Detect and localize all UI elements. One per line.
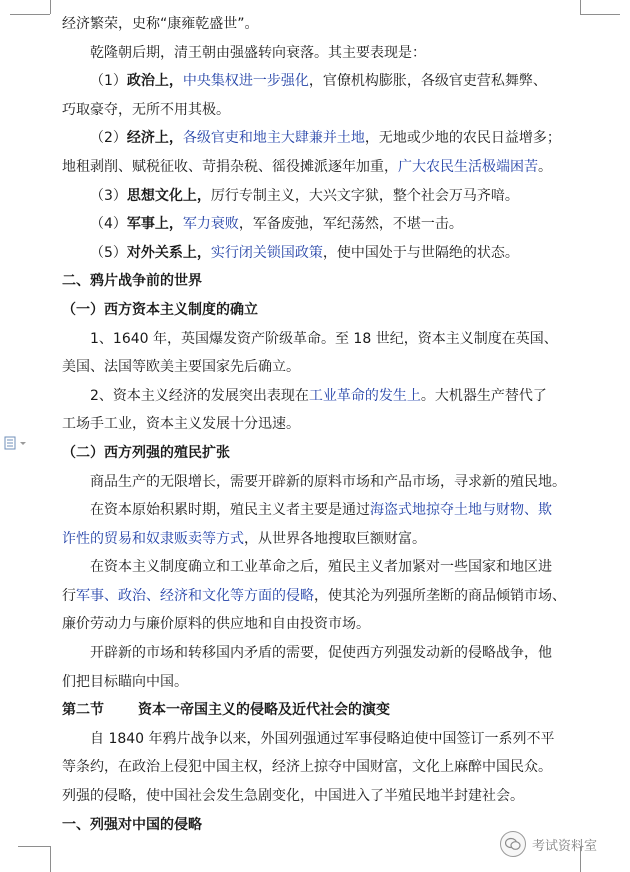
text-run: 行	[62, 587, 76, 604]
crop-mark-top-right-v	[580, 0, 581, 14]
text-line	[62, 96, 572, 125]
watermark	[500, 828, 630, 860]
text-run: ，使中国处于与世隔绝的状态。	[322, 244, 519, 261]
text-line	[62, 782, 572, 811]
document-body	[62, 10, 572, 839]
bold-phrase: 对外关系上，	[126, 244, 211, 261]
crop-mark-top-right-h	[580, 14, 620, 15]
text-run: 们把目标瞄向中国。	[62, 673, 188, 690]
text-run: （5）	[90, 244, 127, 261]
text-run: 开辟新的市场和转移国内矛盾的需要，促使西方列强发动新的侵略战争，他	[90, 645, 552, 662]
highlighted-phrase: 中央集权进一步强化	[182, 73, 309, 90]
crop-mark-top-left-v	[50, 0, 51, 14]
text-run: （一）西方资本主义制度的确立	[62, 301, 258, 318]
text-run: （4）	[90, 216, 127, 233]
text-line	[62, 67, 572, 96]
text-line	[62, 325, 572, 354]
text-line	[62, 668, 572, 697]
highlighted-phrase: 广大农民生活极端困苦	[398, 158, 538, 175]
text-line	[62, 496, 572, 525]
crop-mark-bottom-left-h	[18, 846, 50, 847]
text-line	[62, 725, 572, 754]
text-run: 商品生产的无限增长，需要开辟新的原料市场和产品市场，寻求新的殖民地。	[90, 473, 566, 490]
section-heading	[62, 267, 572, 296]
highlighted-phrase: 军事、政治、经济和文化等方面的侵略	[76, 587, 314, 604]
text-run: 巧取豪夺，无所不用其极。	[62, 101, 230, 118]
text-run: 在资本主义制度确立和工业革命之后，殖民主义者加紧对一些国家和地区进	[90, 559, 552, 576]
text-line	[62, 753, 572, 782]
text-run: （2）	[90, 130, 127, 147]
bold-phrase: 政治上，	[126, 73, 183, 90]
text-line	[62, 610, 572, 639]
text-run: 1、1640 年，英国爆发资产阶级革命。至 18 世纪，资本主义制度在英国、	[90, 330, 558, 347]
text-line	[62, 382, 572, 411]
bold-phrase: 军事上，	[126, 216, 183, 233]
highlighted-phrase: 各级官吏和地主大肆兼并土地	[182, 130, 365, 147]
text-line	[62, 353, 572, 382]
text-line	[62, 124, 572, 153]
text-run: 厉行专制主义，大兴文字狱，整个社会万马齐喑。	[210, 187, 519, 204]
text-run: 2、资本主义经济的发展突出表现在	[90, 387, 309, 404]
bold-phrase: 经济上，	[126, 130, 183, 147]
text-line	[62, 10, 572, 39]
text-run: 廉价劳动力与廉价原料的供应地和自由投资市场。	[62, 616, 370, 633]
text-line	[62, 525, 572, 554]
text-run: 美国、法国等欧美主要国家先后确立。	[62, 359, 300, 376]
text-run: 。大机器生产替代了	[420, 387, 547, 404]
text-line	[62, 468, 572, 497]
text-line	[62, 410, 572, 439]
text-run: 一、列强对中国的侵略	[62, 816, 202, 833]
text-run: 第二节	[62, 702, 104, 719]
text-run: ，军备废弛，军纪荡然，不堪一击。	[238, 216, 463, 233]
text-run: 地租剥削、赋税征收、苛捐杂税、徭役摊派逐年加重，	[62, 158, 398, 175]
text-run: 自 1840 年鸦片战争以来，外国列强通过军事侵略迫使中国签订一系列不平	[90, 730, 555, 747]
section-heading	[62, 439, 572, 468]
text-line	[62, 153, 572, 182]
text-run: 工场手工业，资本主义发展十分迅速。	[62, 416, 300, 433]
highlighted-phrase: 海盗式地掠夺土地与财物、欺	[370, 502, 552, 519]
crop-mark-bottom-left-v	[50, 846, 51, 872]
text-run: ，无地或少地的农民日益增多；	[364, 130, 561, 147]
text-run: ，使其沦为列强所垄断的商品倾销市场、	[314, 587, 566, 604]
text-run: 乾隆朝后期，清王朝由强盛转向衰落。其主要表现是：	[90, 44, 426, 61]
text-run: 列强的侵略，使中国社会发生急剧变化，中国进入了半殖民地半封建社会。	[62, 788, 524, 805]
text-run: 等条约，在政治上侵犯中国主权，经济上掠夺中国财富，文化上麻醉中国民众。	[62, 759, 552, 776]
section-heading	[62, 296, 572, 325]
watermark-text: 考试资料室	[532, 838, 598, 854]
text-run: （1）	[90, 73, 127, 90]
highlighted-phrase: 工业革命的发生上	[308, 387, 421, 404]
text-line	[62, 639, 572, 668]
text-line	[62, 582, 572, 611]
text-run: （3）	[90, 187, 127, 204]
text-line	[62, 239, 572, 268]
text-run: 资本一帝国主义的侵略及近代社会的演变	[138, 702, 390, 719]
text-line	[62, 210, 572, 239]
text-line	[62, 553, 572, 582]
highlighted-phrase: 诈性的贸易和奴隶贩卖等方式	[62, 530, 244, 547]
text-run: （二）西方列强的殖民扩张	[62, 444, 230, 461]
bold-phrase: 思想文化上，	[126, 187, 211, 204]
highlighted-phrase: 实行闭关锁国政策	[210, 244, 323, 261]
section-heading	[62, 811, 572, 840]
document-icon[interactable]	[4, 436, 30, 450]
crop-mark-top-left-h	[10, 14, 50, 15]
text-run: 。	[538, 158, 552, 175]
text-run: 二、鸦片战争前的世界	[62, 273, 202, 290]
text-run: 经济繁荣，史称“康雍乾盛世”。	[62, 16, 259, 32]
text-run: ，从世界各地搜取巨额财富。	[244, 530, 426, 547]
text-line	[62, 182, 572, 211]
wechat-icon	[500, 831, 526, 857]
section-heading	[62, 696, 572, 725]
text-run: 在资本原始积累时期，殖民主义者主要是通过	[90, 502, 370, 519]
text-line	[62, 39, 572, 68]
text-run: ，官僚机构膨胀，各级官吏营私舞弊、	[308, 73, 547, 90]
highlighted-phrase: 军力衰败	[182, 216, 239, 233]
